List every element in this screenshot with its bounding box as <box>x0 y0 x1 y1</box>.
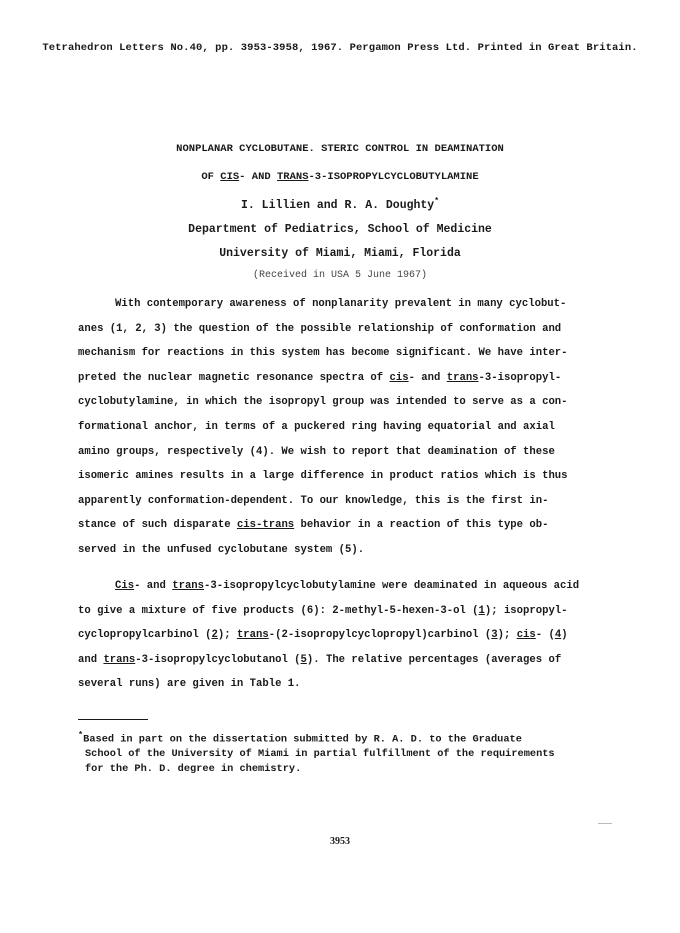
footnote-line: for the Ph. D. degree in chemistry. <box>85 763 302 776</box>
paragraph-2 <box>78 574 608 697</box>
italic-trans: trans <box>236 629 269 642</box>
text-line <box>78 366 608 391</box>
author-line <box>0 197 680 212</box>
paragraph-1 <box>78 292 608 563</box>
text-span: ). The relative percentages (averages of <box>306 653 562 666</box>
text-line <box>78 623 608 648</box>
text-line: apparently conformation-dependent. To our knowledge, this is the first in- <box>78 494 549 507</box>
text-span: cyclopropylcarbinol ( <box>78 629 212 642</box>
italic-trans: trans <box>103 653 136 666</box>
text-line: With contemporary awareness of nonplanarity prevalent in many cyclobut- <box>115 298 567 310</box>
text-line: mechanism for reactions in this system has become significant. We have inter- <box>78 347 568 360</box>
text-span: ) <box>561 629 568 642</box>
authors: I. Lillien and R. A. Doughty <box>240 198 435 212</box>
article-title-line-1: NONPLANAR CYCLOBUTANE. STERIC CONTROL IN DEAMINATION <box>176 143 504 155</box>
affiliation-line-1: Department of Pediatrics, School of Medicine <box>188 223 492 236</box>
text-span: - and <box>408 371 447 384</box>
text-line <box>78 599 608 624</box>
text-span: behavior in a reaction of this type ob- <box>294 519 549 532</box>
text-line <box>78 648 608 673</box>
text-span: ); <box>217 629 237 642</box>
text-line: anes (1, 2, 3) the question of the possible relationship of conformation and <box>78 322 562 335</box>
received-date: (Received in USA 5 June 1967) <box>252 270 428 281</box>
text-line: amino groups, respectively (4). We wish to report that deamination of these <box>78 445 555 458</box>
italic-cis: Cis <box>115 580 135 592</box>
text-line: formational anchor, in terms of a puckered ring having equatorial and axial <box>78 420 555 433</box>
title-text: OF <box>201 171 221 183</box>
text-line <box>78 574 608 599</box>
footnote-line: School of the University of Miami in partial fulfillment of the requirements <box>85 748 555 761</box>
text-line: isomeric amines results in a large difference in product ratios which is thus <box>78 470 568 483</box>
italic-trans: trans <box>172 580 205 592</box>
compound-number: 5 <box>300 653 307 666</box>
title-trans: TRANS <box>276 171 309 183</box>
text-span: ); <box>497 629 517 642</box>
italic-cis: cis <box>516 629 536 642</box>
text-line: several runs) are given in Table 1. <box>78 678 301 691</box>
text-span: - and <box>134 580 173 592</box>
text-span: -3-isopropylcyclobutanol ( <box>135 653 301 666</box>
title-text: - AND <box>239 171 277 183</box>
footnote-text: Based in part on the dissertation submitted by R. A. D. to the Graduate <box>83 733 522 746</box>
title-text: -3-ISOPROPYLCYCLOBUTYLAMINE <box>308 171 479 183</box>
footnote-divider <box>78 719 148 720</box>
compound-number: 3 <box>491 629 498 642</box>
italic-trans: trans <box>446 371 479 384</box>
text-span: and <box>78 653 104 666</box>
text-span: -3-isopropylcyclobutylamine were deaminated in aqueous acid <box>204 580 580 592</box>
journal-header: Tetrahedron Letters No.40, pp. 3953-3958, 1967. Pergamon Press Ltd. Printed in Great Britain. <box>42 42 638 54</box>
author-footnote-mark: * <box>434 197 440 206</box>
compound-number: 1 <box>478 604 485 617</box>
article-title-line-2 <box>0 171 680 183</box>
compound-number: 2 <box>211 629 218 642</box>
text-line: served in the unfused cyclobutane system (5). <box>78 543 365 556</box>
footnote-line <box>78 728 618 747</box>
italic-cis-trans: cis-trans <box>236 519 295 532</box>
compound-number: 4 <box>554 629 562 642</box>
text-line <box>78 513 608 538</box>
footnote-mark: * <box>78 730 84 740</box>
text-span: to give a mixture of five products (6): 2-methyl-5-hexen-3-ol ( <box>78 604 479 617</box>
footnote <box>78 728 618 777</box>
text-span: -(2-isopropylcyclopropyl)carbinol ( <box>268 629 492 642</box>
italic-cis: cis <box>389 371 409 384</box>
scan-mark <box>598 823 612 824</box>
text-line: cyclobutylamine, in which the isopropyl group was intended to serve as a con- <box>78 396 568 409</box>
title-cis: CIS <box>220 171 240 183</box>
page-number: 3953 <box>330 836 350 847</box>
text-span: ); isopropyl- <box>484 604 568 617</box>
text-span: -3-isopropyl- <box>478 371 562 384</box>
text-span: preted the nuclear magnetic resonance spectra of <box>78 371 390 384</box>
affiliation-line-2: University of Miami, Miami, Florida <box>219 247 461 260</box>
text-span: - ( <box>535 629 555 642</box>
text-span: stance of such disparate <box>78 519 237 532</box>
